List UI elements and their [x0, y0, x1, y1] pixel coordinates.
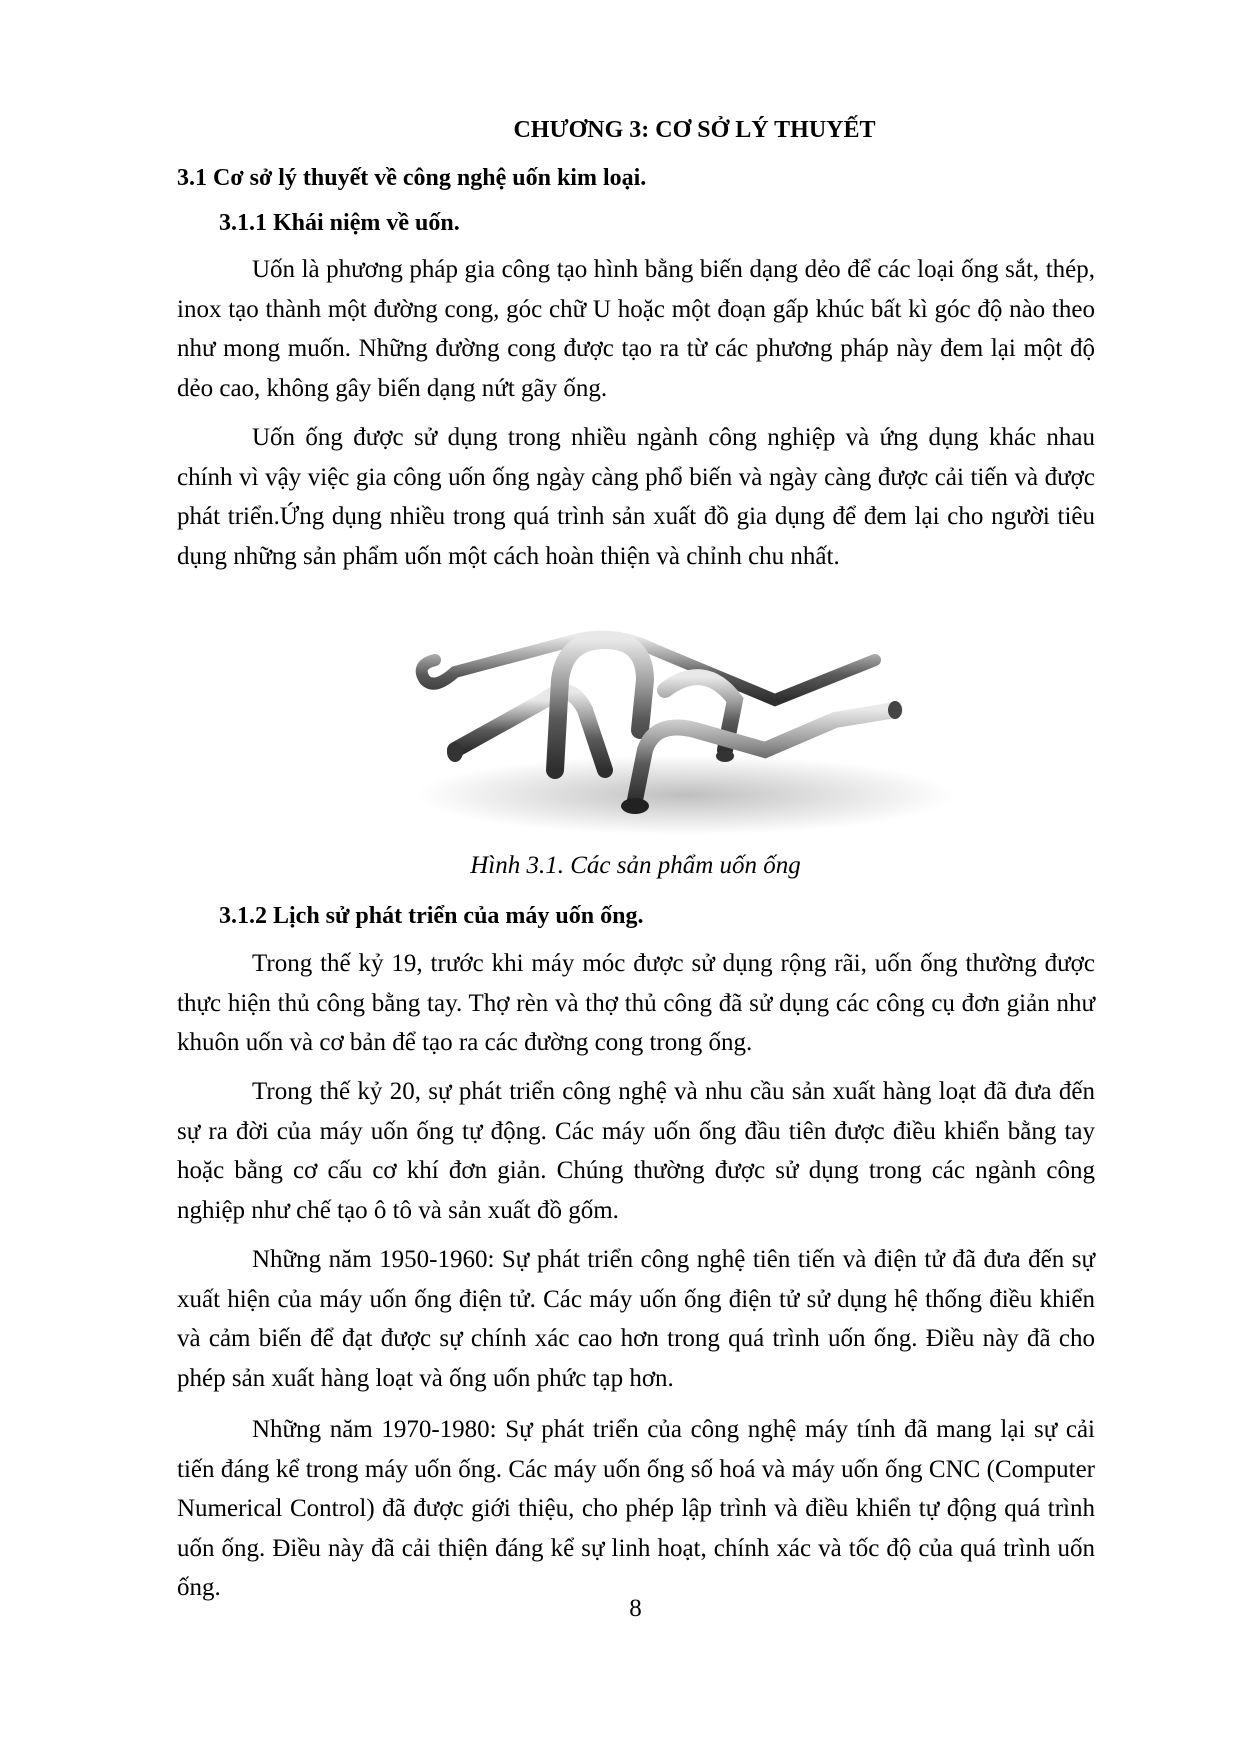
section-heading-3-1-1: 3.1.1 Khái niệm về uốn.: [219, 210, 460, 236]
paragraph: Uốn là phương pháp gia công tạo hình bằng biến dạng dẻo để các loại ống sắt, thép, inox tạo thành một đường cong, góc chữ U hoặc một đoạn gấp khúc bất kì góc độ nào theo như mong muốn. Những đường cong được tạo ra từ các phương pháp này đem lại một độ dẻo cao, không gây biến dạng nứt gãy ống.: [177, 256, 1095, 402]
paragraph: Những năm 1970-1980: Sự phát triển của công nghệ máy tính đã mang lại sự cải tiến đáng kể trong máy uốn ống. Các máy uốn ống số hoá và máy uốn ống CNC (Computer Numerical Control) đã được giới thiệu, cho phép lập trình và điều khiển tự động quá trình uốn ống. Điều này đã cải thiện đáng kể sự linh hoạt, chính xác và tốc độ của quá trình uốn ống.: [177, 1416, 1095, 1601]
paragraph: Những năm 1950-1960: Sự phát triển công nghệ tiên tiến và điện tử đã đưa đến sự xuất hiện của máy uốn ống điện tử. Các máy uốn ống điện tử sử dụng hệ thống điều khiển và cảm biến để đạt được sự chính xác cao hơn trong quá trình uốn ống. Điều này đã cho phép sản xuất hàng loạt và ống uốn phức tạp hơn.: [177, 1246, 1095, 1392]
figure-caption: Hình 3.1. Các sản phẩm uốn ống: [470, 852, 801, 879]
paragraph: Uốn ống được sử dụng trong nhiều ngành công nghiệp và ứng dụng khác nhau chính vì vậy việc gia công uốn ống ngày càng phổ biến và ngày càng được cải tiến và được phát triển.Ứng dụng nhiều trong quá trình sản xuất đồ gia dụng để đem lại cho người tiêu dụng những sản phẩm uốn một cách hoàn thiện và chỉnh chu nhất.: [177, 424, 1095, 570]
section-heading-3-1: 3.1 Cơ sở lý thuyết về công nghệ uốn kim loại.: [177, 165, 647, 191]
page-number: 8: [629, 1595, 642, 1622]
paragraph: Trong thế kỷ 20, sự phát triển công nghệ và nhu cầu sản xuất hàng loạt đã đưa đến sự ra đời của máy uốn ống tự động. Các máy uốn ống đầu tiên được điều khiển bằng tay hoặc bằng cơ cấu cơ khí đơn giản. Chúng thường được sử dụng trong các ngành công nghiệp như chế tạo ô tô và sản xuất đồ gốm.: [177, 1078, 1095, 1224]
bent-pipes-illustration: [395, 620, 975, 840]
chapter-title: CHƯƠNG 3: CƠ SỞ LÝ THUYẾT: [513, 117, 876, 143]
section-heading-3-1-2: 3.1.2 Lịch sử phát triển của máy uốn ống.: [219, 903, 644, 929]
paragraph: Trong thế kỷ 19, trước khi máy móc được sử dụng rộng rãi, uốn ống thường được thực hiện thủ công bằng tay. Thợ rèn và thợ thủ công đã sử dụng các công cụ đơn giản như khuôn uốn và cơ bản để tạo ra các đường cong trong ống.: [177, 950, 1095, 1056]
